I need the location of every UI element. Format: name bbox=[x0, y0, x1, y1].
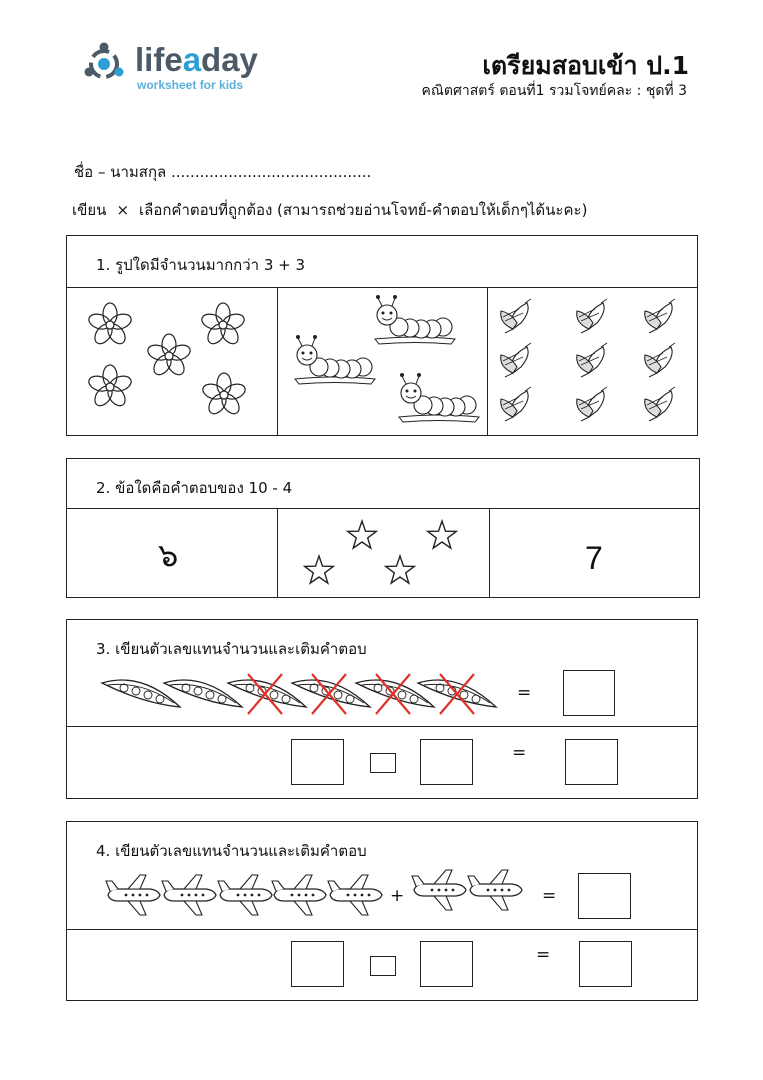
answer-box-q4-result[interactable] bbox=[579, 941, 632, 987]
equals-sign: = bbox=[542, 886, 557, 906]
operator-box-q3[interactable] bbox=[370, 753, 396, 773]
logo-wordmark: lifeaday bbox=[135, 41, 258, 78]
question-4-label: 4. เขียนตัวเลขแทนจำนวนและเติมคำตอบ bbox=[96, 842, 367, 860]
equals-sign: = bbox=[517, 683, 532, 703]
question-2-label: 2. ข้อใดคือคำตอบของ 10 - 4 bbox=[96, 479, 293, 497]
choice-arabic-numeral[interactable]: 7 bbox=[585, 540, 603, 576]
answer-box-q4-second[interactable] bbox=[420, 941, 473, 987]
question-1-label: 1. รูปใดมีจำนวนมากกว่า 3 + 3 bbox=[96, 256, 306, 274]
operator-box-q4[interactable] bbox=[370, 956, 396, 976]
answer-box-q3-second[interactable] bbox=[420, 739, 473, 785]
equals-sign: = bbox=[536, 945, 551, 965]
instruction-text: เขียน × เลือกคำตอบที่ถูกต้อง (สามารถช่วยอ่านโจทย์-คำตอบให้เด็กๆได้นะคะ) bbox=[72, 201, 588, 219]
plus-sign: + bbox=[390, 886, 405, 906]
choice-flowers[interactable] bbox=[66, 287, 277, 436]
answer-box-q3-result[interactable] bbox=[565, 739, 618, 785]
choice-butterflies[interactable] bbox=[487, 287, 698, 436]
name-field-line: ชื่อ – นามสกุล .......................................... bbox=[74, 163, 372, 181]
answer-box-q4-first[interactable] bbox=[291, 941, 344, 987]
answer-box-q3-first[interactable] bbox=[291, 739, 344, 785]
airplanes-row bbox=[100, 870, 530, 920]
answer-box-q4-total[interactable] bbox=[578, 873, 631, 919]
choice-thai-numeral[interactable]: ๖ bbox=[158, 536, 179, 574]
logo-icon bbox=[82, 40, 130, 88]
logo-tagline: worksheet for kids bbox=[137, 78, 244, 92]
choice-stars[interactable] bbox=[277, 508, 489, 598]
choice-caterpillars[interactable] bbox=[277, 287, 487, 436]
pea-pods-row bbox=[100, 672, 500, 722]
equals-sign: = bbox=[512, 743, 527, 763]
answer-box-q3-total[interactable] bbox=[563, 670, 615, 716]
page-subtitle: คณิตศาสตร์ ตอนที่1 รวมโจทย์คละ : ชุดที่ 3 bbox=[421, 83, 687, 99]
question-3-label: 3. เขียนตัวเลขแทนจำนวนและเติมคำตอบ bbox=[96, 640, 367, 658]
page-title: เตรียมสอบเข้า ป.1 bbox=[482, 51, 689, 80]
